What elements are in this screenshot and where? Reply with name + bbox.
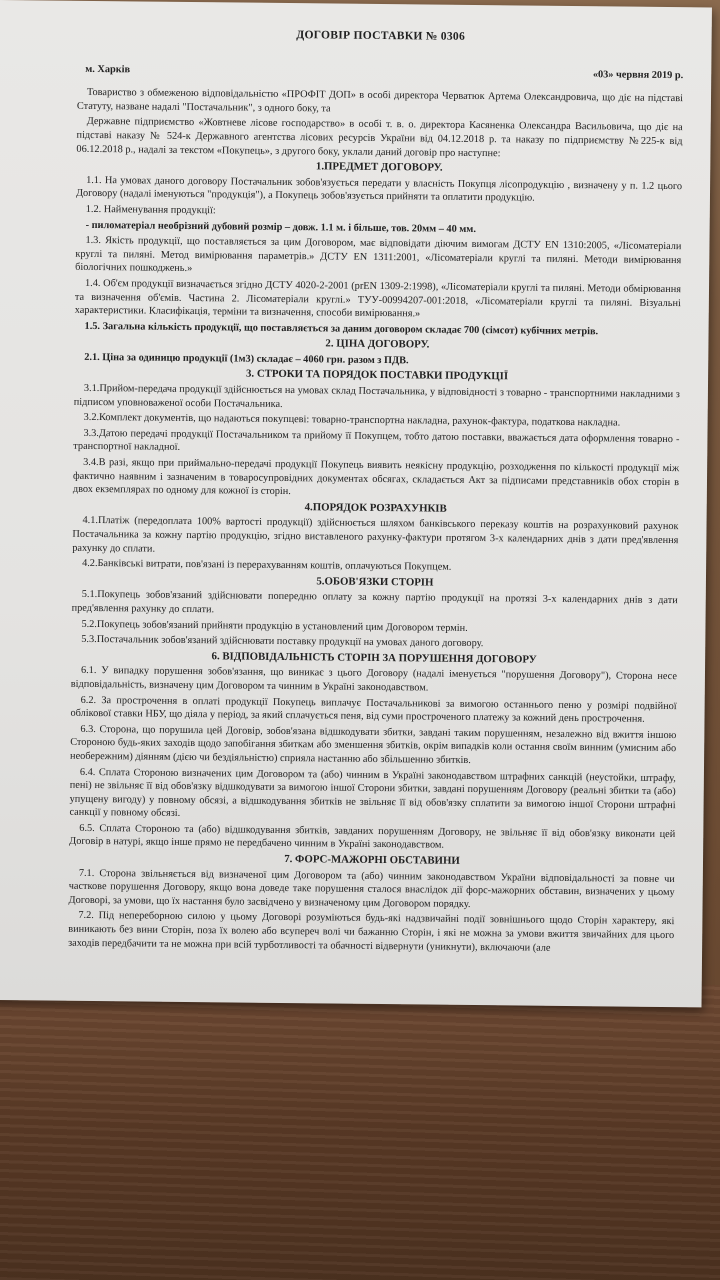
wooden-table-surface	[0, 985, 720, 1280]
section-7-title: 7. ФОРС-МАЖОРНІ ОБСТАВИНИ	[284, 853, 460, 867]
clause-6-4: 6.4. Сплата Стороною визначених цим Договором та (або) чинним в Україні законодавством штрафних санкцій (неустойки, штрафу, пені) не звільняє її від обов'язку відшкодувати за вимогою іншої Сторони збитки, завдані порушенням Договору (реальні збитки та (або) упущену вигоду) у повному обсязі, а відшкодування збитків не звільняє її від обов'язку сплатити за вимогою іншої Сторони штрафні санкції у повному обсязі.	[69, 766, 676, 820]
clause-5-3: 5.3.Постачальник зобов'язаний здійснювати поставку продукції на умовах даного договору.	[81, 634, 484, 650]
clause-4-2: 4.2.Банківські витрати, пов'язані із перерахуванням коштів, оплачуються Покупцем.	[82, 558, 452, 573]
intro-supplier: Товариство з обмеженою відповідальністю «ПРОФІТ ДОП» в особі директора Черватюк Артема Олександровича, що діє на підставі Статуту, назване надалі "Постачальник", з одного боку, та	[76, 87, 684, 115]
clause-7-2: 7.2. Під непереборною силою у цьому Договорі розуміються будь-які надзвичайні події зовнішнього щодо Сторін характеру, які виникають без вини Сторін, поза їх волею або всупереч волі чи бажанню Сторін, і які не можна за умови вжиття звичайних для цього заходів передбачити та не можна при всій турботливості та обачності відвернути (уникнути), включаючи (але	[68, 910, 675, 954]
clause-5-1: 5.1.Покупець зобов'язаний здійснювати попередню оплату за кожну партію продукції на протязі 3-х календарних днів з дати пред'явлення рахунку до сплати.	[71, 589, 678, 616]
clause-4-1: 4.1.Платіж (передоплата 100% вартості продукції) здійснюється шляхом банківського переказу коштів на розрахунковий рахунок Постачальника за кожну партію продукцію, згідно виставленого рахунку-фактури протягом 3-х календарних днів з дати пред'явлення рахунку до сплати.	[72, 515, 679, 555]
intro-buyer: Державне підприємство «Жовтневе лісове господарство» в особі т. в. о. директора Касяненка Олександра Васильовича, що діє на підставі наказу № 524-к Державного агентства лісових ресурсів України від 04.12.2018 р. та наказу по підприємству №225-к від 06.12.2018 р., надалі за текстом «Покупець», з другого боку, уклали даний договір про наступне:	[76, 116, 683, 159]
section-2-title: 2. ЦІНА ДОГОВОРУ.	[325, 337, 430, 351]
section-6-title: 6. ВІДПОВІДАЛЬНІСТЬ СТОРІН ЗА ПОРУШЕННЯ ДОГОВОРУ	[211, 650, 537, 666]
contract-text	[68, 27, 684, 959]
clause-6-3: 6.3. Сторона, що порушила цей Договір, зобов'язана відшкодувати збитки, завдані таким порушенням, незалежно від вжиття іншою Стороною будь-яких заходів щодо запобігання збиткам або зменшення збитків, окрім випадків коли остання своїм винним (умисним або необережним) діянням (дією чи бездіяльністю) сприяла настанню або збільшенню збитків.	[70, 723, 677, 766]
clause-2-1: 2.1. Ціна за одиницю продукції (1м3) складає – 4060 грн. разом з ПДВ.	[84, 351, 409, 367]
clause-1-4: 1.4. Об'єм продукції визначається згідно ДСТУ 4020-2-2001 (prEN 1309-2:1998), «Лісоматеріали круглі та пиляні. Методи обмірювання та визначення об'ємів. Частина 2. Лісоматеріали круглі.» ТУУ-00994207-001:2018, «Лісоматеріали круглі та пиляні. Візуальні характеристики. Класифікація, терміни та визначення, способи вимірювання.»	[74, 277, 682, 320]
clause-1-3: 1.3. Якість продукції, що поставляється за цим Договором, має відповідати діючим вимогам ДСТУ EN 1310:2005, «Лісоматеріали круглі та пиляні. Метод вимірювання параметрів.» ДСТУ EN 1311:2001, «Лісоматеріали круглі та пиляні. Методи вимірювання біологічних пошкоджень.»	[75, 235, 682, 275]
clause-3-3: 3.3.Датою передачі продукції Постачальником та прийому її Покупцем, тобто датою поставки, вважається дата оформлення товарно - транспортної накладної.	[73, 427, 680, 454]
section-3-title: 3. СТРОКИ ТА ПОРЯДОК ПОСТАВКИ ПРОДУКЦІЇ	[246, 368, 509, 383]
clause-6-1: 6.1. У випадку порушення зобов'язання, що виникає з цього Договору (надалі іменується "порушення Договору"), Сторона несе відповідальність, визначену цим Договором та чинним в Україні законодавством.	[70, 665, 678, 694]
clause-1-2-product: - пиломатеріал необрізний дубовий розмір – довж. 1.1 м. і більше, тов. 20мм – 40 мм.	[85, 219, 476, 235]
clause-1-5: 1.5. Загальна кількість продукції, що поставляється за даним договором складає 700 (сімсот) кубічних метрів.	[84, 320, 599, 337]
clause-7-1: 7.1. Сторона звільняється від визначеної цим Договором та (або) чинним законодавством України відповідальності за повне чи часткове порушення Договору, якщо вона доведе таке порушення сталося внаслідок дії форс-мажорних обставин, визначених у цьому Договорі, за умови, що їх настання було засвідчено у визначеному цим Договором порядку.	[68, 867, 675, 910]
clause-1-1: 1.1. На умовах даного договору Постачальник зобов'язується передати у власність Покупця лісопродукцію , визначену у п. 1.2 цього Договору (надалі іменуються "продукція"), а Покупець зобов'язується прийняти та оплатити продукцію.	[75, 174, 683, 204]
clause-3-4: 3.4.В разі, якщо при приймально-передачі продукції Покупець виявить неякісну продукцію, розходження по кількості продукції між фактично наявним і зазначеним в товаросупровідних документах обсягах, складається Акт за підписами представників обох сторін в двох екземплярах по одному для кожної із сторін.	[72, 456, 680, 498]
contract-date: «03» червня 2019 р.	[592, 68, 684, 81]
city-date-line	[77, 62, 683, 82]
contract-title: ДОГОВІР ПОСТАВКИ № 0306	[296, 29, 466, 43]
clause-6-2: 6.2. За прострочення в оплаті продукції Покупець виплачує Постачальникові за вимогою останнього пеню у розмірі подвійної облікової ставки НБУ, що діяла у період, за який сплачується пеня, від суми простроченого платежу за кожний день прострочення.	[70, 694, 677, 725]
clause-3-1: 3.1.Прийом-передача продукції здійснюється на умовах склад Постачальника, у відповідності з товарно - транспортними накладними з підписом уповноваженої особи Постачальника.	[73, 382, 680, 410]
city: м. Харків	[85, 63, 131, 75]
clause-5-2: 5.2.Покупець зобов'язаний прийняти продукцію в установлений цим Договором термін.	[81, 618, 468, 634]
section-5-title: 5.ОБОВ'ЯЗКИ СТОРІН	[316, 575, 434, 589]
section-4-title: 4.ПОРЯДОК РОЗРАХУНКІВ	[304, 501, 447, 515]
clause-3-2: 3.2.Комплект документів, що надаються покупцеві: товарно-транспортна накладна, рахунок-фактура, податкова накладна.	[83, 412, 621, 429]
clause-1-2: 1.2. Найменування продукції:	[85, 203, 216, 217]
section-1-title: 1.ПРЕДМЕТ ДОГОВОРУ.	[315, 160, 443, 174]
clause-6-5: 6.5. Сплата Стороною та (або) відшкодування збитків, завданих порушенням Договору, не звільняє її від обов'язку виконати цей Договір в натурі, якщо інше прямо не передбачено чинним в Україні законодавством.	[69, 822, 676, 852]
